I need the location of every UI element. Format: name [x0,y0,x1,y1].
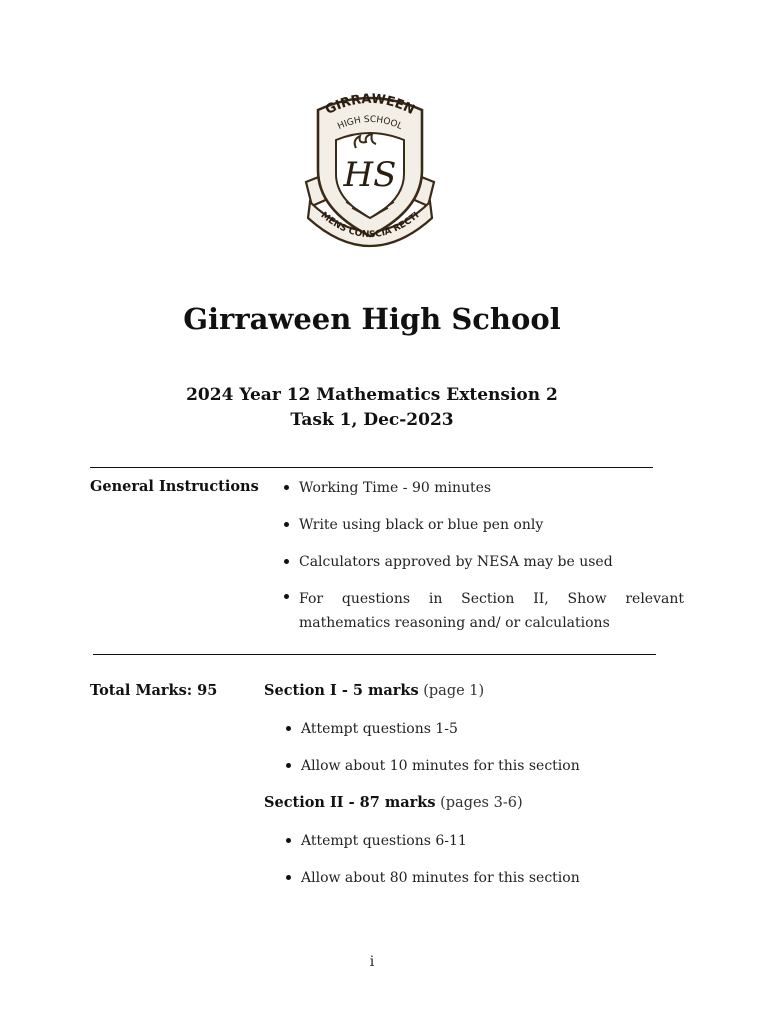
total-marks-label: Total Marks: 95 [90,682,218,699]
instruction-item: Working Time - 90 minutes [284,478,684,498]
page-number: i [369,954,375,970]
section-1-item: Allow about 10 minutes for this section [286,756,686,776]
section-1-pages: (page 1) [423,683,485,699]
general-instructions-label: General Instructions [90,478,259,495]
crest-monogram: HS [343,155,397,195]
crest-motto: MENS CONSCIA RECTI [318,210,422,241]
section-2-title: Section II - 87 marks [264,794,436,811]
section-2-item: Attempt questions 6-11 [286,831,686,851]
section-2-item: Allow about 80 minutes for this section [286,868,686,888]
middle-divider [93,654,656,655]
instruction-item: Write using black or blue pen only [284,515,684,535]
section-1-heading [264,682,484,699]
general-instructions-list [284,478,684,652]
crest-school-name: GIRRAWEEN [323,91,417,118]
top-divider [90,467,653,468]
document-title: Girraween High School [183,302,561,336]
instruction-item: Calculators approved by NESA may be used [284,552,684,572]
exam-subtitle: 2024 Year 12 Mathematics Extension 2 [186,385,558,405]
task-subtitle: Task 1, Dec-2023 [290,410,454,430]
section-2-list [286,831,686,905]
school-crest-logo [300,90,440,260]
section-2-pages: (pages 3-6) [440,795,523,811]
section-1-item: Attempt questions 1-5 [286,719,686,739]
section-1-title: Section I - 5 marks [264,682,419,699]
instruction-item: For questions in Section II, Show relevant mathematics reasoning and/ or calculations [284,587,684,635]
crest-school-sub: HIGH SCHOOL [336,114,404,133]
section-2-heading [264,794,523,811]
section-1-list [286,719,686,793]
